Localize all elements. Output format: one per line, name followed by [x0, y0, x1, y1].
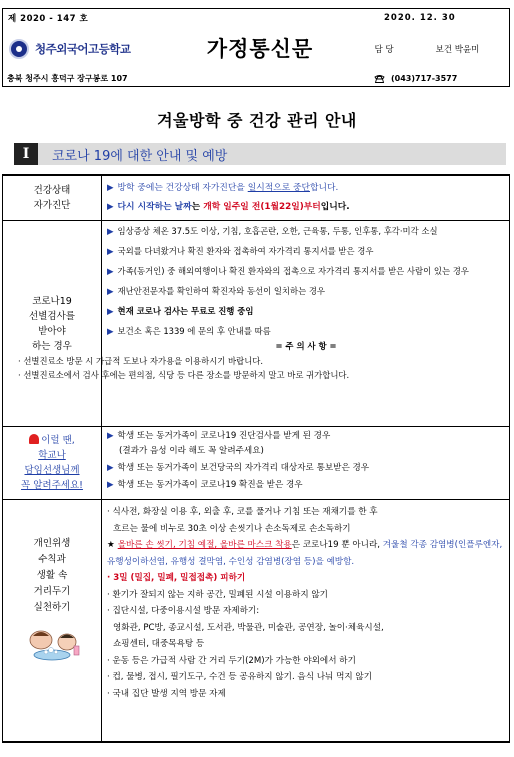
text: 학생 또는 동거가족이 보건당국의 자가격리 대상자로 통보받은 경우: [117, 463, 370, 473]
hygiene-line: 흐르는 물에 비누로 30초 이상 손씻기나 손소독제로 손소독하기: [113, 523, 351, 534]
school-logo: [3, 27, 158, 71]
school-seal-icon: [9, 39, 29, 59]
bullet-triangle-icon: ▶: [107, 463, 114, 473]
row-label-line: 생활 속: [36, 570, 68, 581]
issue-date: 2020. 12. 30: [384, 13, 456, 23]
row-label-line: 꼭 알려주세요!: [21, 480, 83, 491]
list-item: [107, 244, 505, 259]
row-label-line: 선별검사를: [29, 310, 75, 322]
main-title: 겨울방학 중 건강 관리 안내: [157, 111, 357, 130]
text: 겨울철 각종 감염병(인플루엔자, 유행성이하선염, 유행성 결막염, 수인성 감염병(장염 등)을 예방함.: [107, 540, 503, 567]
list-item: [107, 264, 505, 279]
text: 은 코로나19 뿐 아니라,: [291, 540, 383, 550]
hygiene-line: [107, 537, 505, 570]
siren-icon: [29, 434, 39, 444]
text: 임상증상 체온 37.5도 이상, 기침, 호흡곤란, 오한, 근육통, 두통, 인후통, 후각·미각 소실: [117, 226, 438, 236]
star-icon: ★: [107, 540, 118, 550]
list-item: [107, 224, 505, 239]
text: 다시 시작하는 날짜: [117, 202, 192, 212]
hygiene-line: · 집단시설, 다중이용시설 방문 자제하기:: [107, 606, 260, 616]
text: 방학 중에는 건강상태 자가진단을: [117, 183, 248, 193]
note: (결과가 음성 이라 해도 꼭 알려주세요): [119, 446, 264, 456]
bullet-triangle-icon: ▶: [107, 247, 114, 257]
caution-item: · 선별진료소에서 검사 후에는 편의점, 식당 등 다른 장소를 방문하지 말고 바로 귀가합니다.: [18, 370, 350, 380]
bullet-triangle-icon: ▶: [107, 307, 114, 317]
row-label-line: 받아야: [38, 325, 66, 337]
hygiene-line: · 국내 집단 발생 지역 방문 자제: [107, 688, 226, 699]
row-hygiene: [3, 500, 509, 743]
row-label-line: 수칙과: [38, 554, 66, 565]
bullet-triangle-icon: ▶: [107, 287, 114, 297]
list-item: [107, 429, 505, 444]
bullet-triangle-icon: ▶: [107, 202, 114, 212]
bullet-triangle-icon: ▶: [107, 267, 114, 277]
row-label: [3, 500, 102, 743]
hygiene-line: 쇼핑센터, 대중목욕탕 등: [113, 639, 205, 649]
row-label-line: [29, 433, 75, 448]
phone-icon: [374, 74, 385, 83]
row-label-line: 건강상태: [33, 185, 71, 196]
document-title: 가정통신문: [206, 36, 314, 61]
row-label: [3, 176, 102, 220]
row-content: [103, 176, 509, 220]
section-header: [14, 143, 506, 165]
bullet-triangle-icon: ▶: [107, 480, 114, 490]
row-label-line: 실천하기: [33, 602, 71, 613]
row-content: [103, 427, 509, 499]
row-label: [3, 427, 102, 499]
row-self-check: [3, 176, 509, 221]
info-table: [2, 174, 510, 743]
section-title: 코로나 19에 대한 안내 및 예방: [52, 148, 228, 164]
bullet-triangle-icon: ▶: [107, 227, 114, 237]
phone-text: (043)717-3577: [391, 74, 458, 83]
text: 이럴 땐,: [41, 435, 75, 446]
hygiene-line: · 식사전, 화장실 이용 후, 외출 후, 코를 풀거나 기침 또는 재채기를 한 후: [107, 507, 378, 517]
self-check-line-2: [107, 198, 505, 217]
list-item: [107, 478, 505, 493]
row-label-line: 학교나: [38, 450, 66, 461]
school-name: 청주외국어고등학교: [35, 42, 131, 56]
text: 학생 또는 동거가족이 코로나19 확진을 받은 경우: [117, 480, 303, 490]
text: 올바른 손 씻기, 기침 예절, 올바른 마스크 착용: [117, 540, 292, 550]
row-label: [3, 221, 102, 426]
list-item: [107, 304, 505, 319]
hygiene-line: · 환기가 잘되지 않는 지하 공간, 밀폐된 시설 이용하지 않기: [107, 589, 328, 600]
caution-title: = 주 의 사 항 =: [275, 341, 337, 351]
letter-header: [2, 8, 510, 87]
text: 일시적으로 중단: [247, 183, 310, 193]
hygiene-line: · 운동 등은 가급적 사람 간 거리 두기(2M)가 가능한 야외에서 하기: [107, 655, 356, 666]
text: 학생 또는 동거가족이 코로나19 진단검사를 받게 된 경우: [117, 431, 331, 441]
section-number: Ⅰ: [14, 143, 38, 165]
row-label-line: 거리두기: [33, 586, 71, 597]
hygiene-line: · 3밀 (밀집, 밀폐, 밀접접촉) 피하기: [107, 573, 246, 583]
text: 입니다.: [320, 202, 350, 212]
school-address: 충북 청주시 흥덕구 장구봉로 107: [7, 74, 128, 83]
row-notify: [3, 427, 509, 500]
hygiene-line: 영화관, PC방, 종교시설, 도서관, 박물관, 미술관, 공연장, 놀이·체육시설,: [113, 622, 384, 633]
bullet-triangle-icon: ▶: [107, 183, 114, 193]
text: 는: [191, 202, 204, 212]
text: 합니다.: [309, 183, 339, 193]
row-label-line: 담임선생님께: [24, 465, 80, 476]
row-label-line: 하는 경우: [32, 340, 72, 352]
text: 재난안전문자를 확인하여 확진자와 동선이 일치하는 경우: [117, 286, 326, 296]
caution-item: · 선별진료소 방문 시 가급적 도보나 자가용을 이용하시기 바랍니다.: [18, 356, 264, 366]
row-content: [103, 500, 509, 743]
issue-number: 제 2020 - 147 호: [8, 14, 89, 24]
caution-list: [8, 354, 508, 382]
handwashing-icon: [24, 626, 80, 662]
approval-name: 보건 박윤미: [435, 45, 480, 55]
text: 개학 일주일 전(1월22일)부터: [203, 202, 321, 212]
bullet-triangle-icon: ▶: [107, 431, 114, 441]
row-label-line: 개인위생: [33, 538, 71, 549]
bullet-triangle-icon: ▶: [107, 327, 114, 337]
row-label-line: 자가진단: [33, 200, 71, 211]
text: 보건소 혹은 1339 에 문의 후 안내를 따름: [117, 326, 271, 336]
self-check-line-1: [107, 179, 505, 198]
hygiene-line: · 컵, 물병, 접시, 필기도구, 수건 등 공유하지 않기. 음식 나눠 먹지 않기: [107, 672, 373, 682]
list-item: [107, 461, 505, 476]
list-item: [107, 324, 505, 339]
text: 가족(동거인) 중 해외여행이나 확진 환자와의 접촉으로 자가격리 통지서를 받은 사람이 있는 경우: [117, 266, 469, 276]
text: 현재 코로나 검사는 무료로 진행 중임: [117, 306, 254, 316]
phone-number: [362, 71, 509, 86]
text: 국외를 다녀왔거나 확진 환자와 접촉하여 자가격리 통지서를 받은 경우: [117, 246, 374, 256]
approval-label: 담 당: [374, 45, 394, 55]
row-label-line: 코로나19: [32, 295, 72, 307]
row-test: [3, 221, 509, 427]
list-item: [107, 284, 505, 299]
